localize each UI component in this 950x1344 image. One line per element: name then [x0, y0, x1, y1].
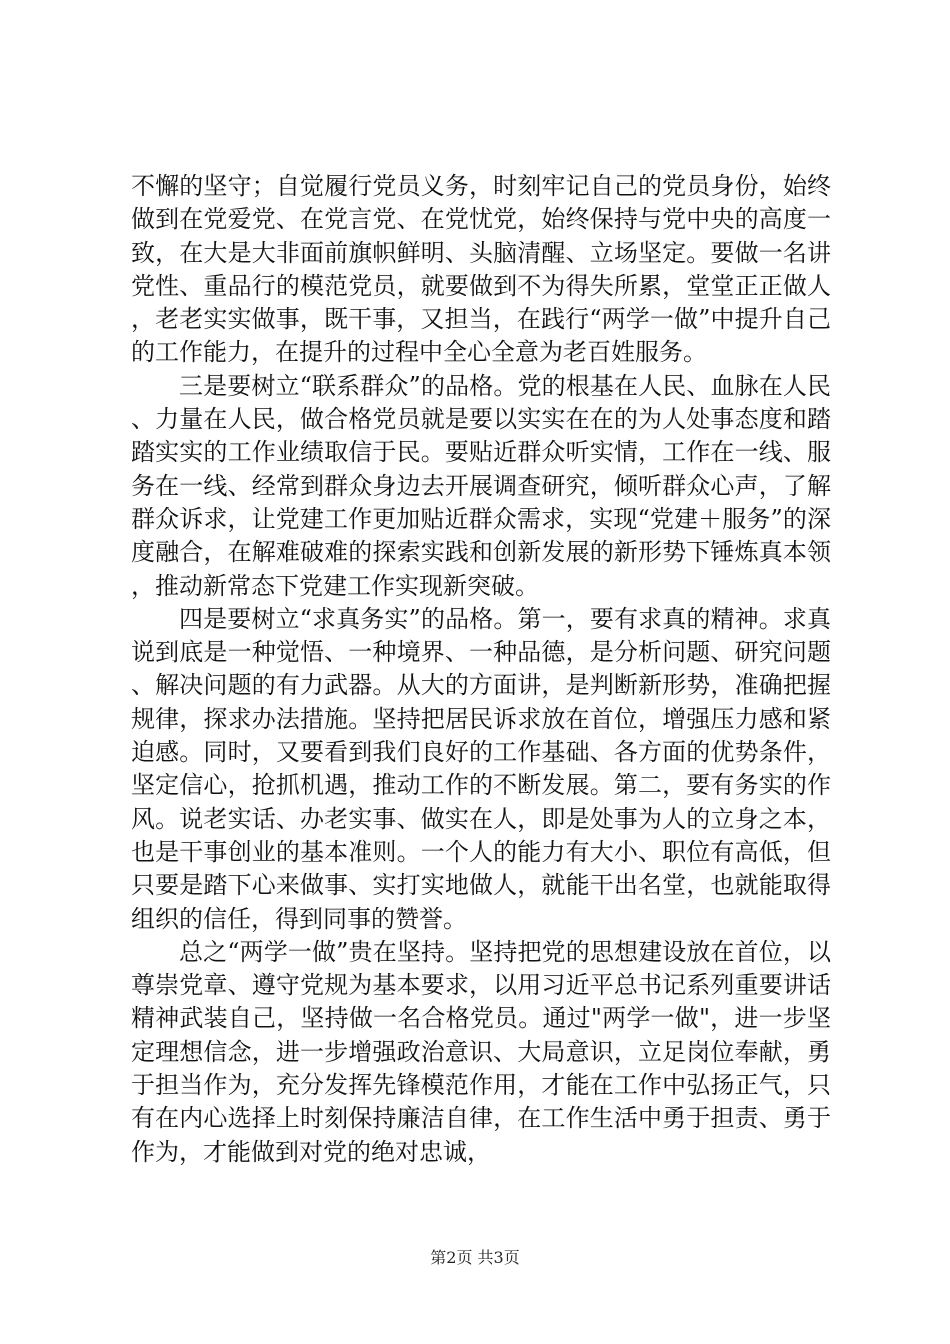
paragraph-4: 总之“两学一做”贵在坚持。坚持把党的思想建设放在首位，以尊崇党章、遵守党规为基本要求，以用习近平总书记系列重要讲话精神武装自己，坚持做一名合格党员。通过"两学一做"，进一步坚定理想信念，进一步增强政治意识、大局意识，立足岗位奉献，勇于担当作为，充分发挥先锋模范作用，才能在工作中弘扬正气，只有在内心选择上时刻保持廉洁自律，在工作生活中勇于担责、勇于作为，才能做到对党的绝对忠诚， — [131, 937, 831, 1166]
paragraph-1: 不懈的坚守；自觉履行党员义务，时刻牢记自己的党员身份，始终做到在党爱党、在党言党、在党忧党，始终保持与党中央的高度一致，在大是大非面前旗帜鲜明、头脑清醒、立场坚定。要做一名讲党性、重品行的模范党员，就要做到不为得失所累，堂堂正正做人，老老实实做事，既干事，又担当，在践行“两学一做”中提升自己的工作能力，在提升的过程中全心全意为老百姓服务。 — [131, 172, 831, 367]
page-number-footer: 第2页 共3页 — [430, 1248, 520, 1267]
paragraph-2: 三是要树立“联系群众”的品格。党的根基在人民、血脉在人民、力量在人民，做合格党员就是要以实实在在的为人处事态度和踏踏实实的工作业绩取信于民。要贴近群众听实情，工作在一线、服务在一线、经常到群众身边去开展调查研究，倾听群众心声，了解群众诉求，让党建工作更加贴近群众需求，实现“党建＋服务”的深度融合，在解难破难的探索实践和创新发展的新形势下锤炼真本领，推动新常态下党建工作实现新突破。 — [131, 371, 831, 600]
paragraph-3: 四是要树立“求真务实”的品格。第一，要有求真的精神。求真说到底是一种觉悟、一种境界、一种品德，是分析问题、研究问题、解决问题的有力武器。从大的方面讲，是判断新形势，准确把握规律，探求办法措施。坚持把居民诉求放在首位，增强压力感和紧迫感。同时，又要看到我们良好的工作基础、各方面的优势条件，坚定信心，抢抓机遇，推动工作的不断发展。第二，要有务实的作风。说老实话、办老实事、做实在人，即是处事为人的立身之本，也是干事创业的基本准则。一个人的能力有大小、职位有高低，但只要是踏下心来做事、实打实地做人，就能干出名堂，也就能取得组织的信任，得到同事的赞誉。 — [131, 604, 831, 933]
document-body — [131, 170, 831, 1169]
